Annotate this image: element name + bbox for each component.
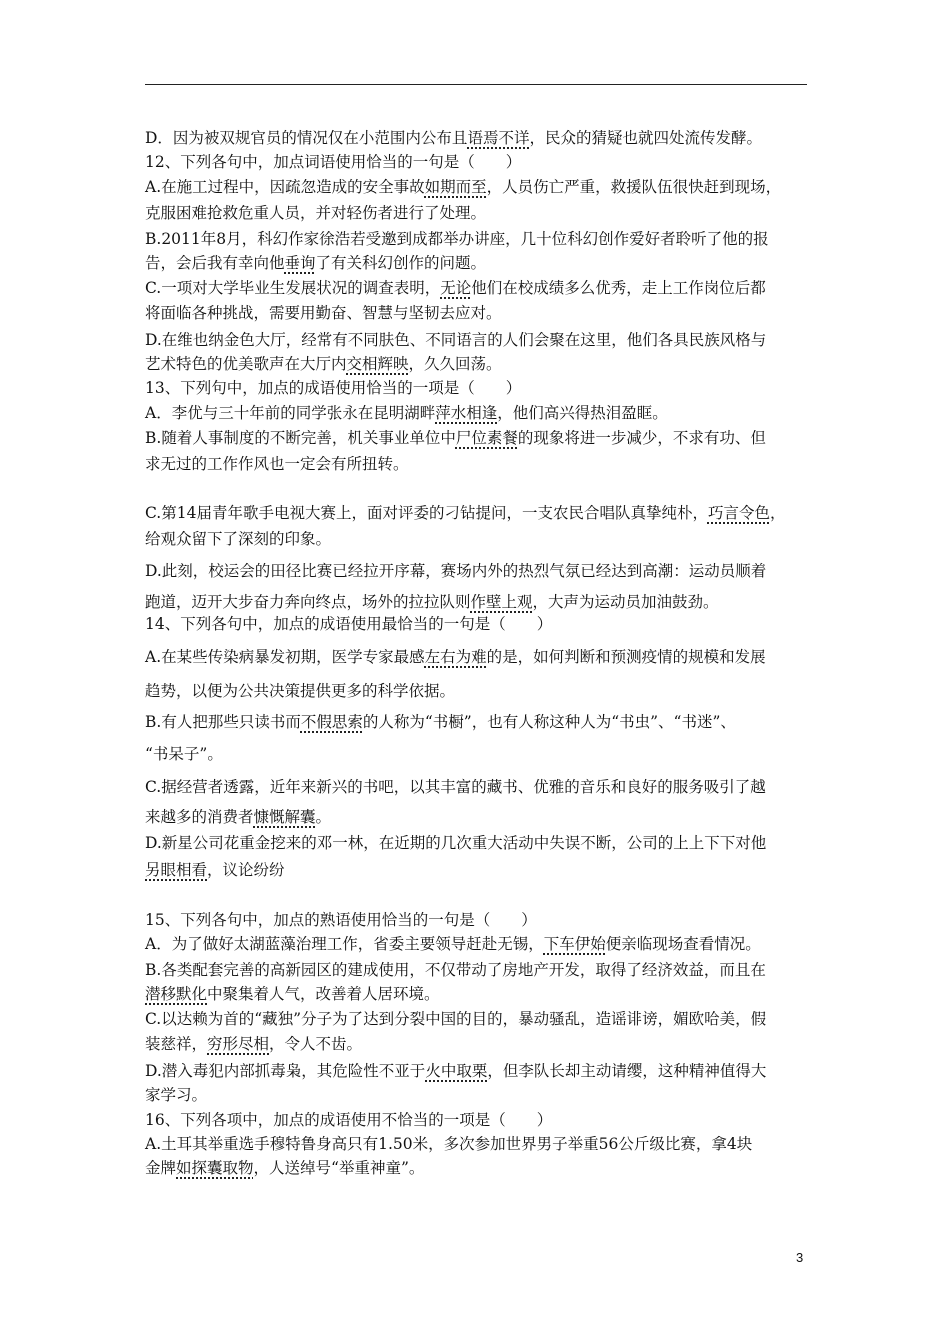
- emphasized-phrase: 潜移默化: [145, 985, 208, 1003]
- emphasized-phrase: 无论: [440, 279, 472, 297]
- text-segment: 的是，如何判断和预测疫情的规模和发展: [486, 648, 766, 666]
- header-rule: [145, 84, 807, 85]
- text-line: [145, 330, 815, 350]
- text-segment: 中聚集着人气，改善着人居环境。: [207, 985, 440, 1003]
- text-line: [145, 712, 815, 732]
- text-segment: 。: [315, 808, 332, 826]
- text-line: [145, 203, 815, 223]
- text-segment: 15、下列各句中，加点的熟语使用恰当的一句是（ ）: [145, 911, 537, 929]
- text-line: [145, 833, 815, 853]
- emphasized-phrase: 火中取栗: [425, 1062, 488, 1080]
- text-line: [145, 934, 815, 954]
- text-line: [145, 1134, 815, 1154]
- text-segment: 他们在校成绩多么优秀，走上工作岗位后都: [471, 279, 766, 297]
- emphasized-phrase: 语焉不详: [467, 129, 530, 147]
- text-segment: ，人员伤亡严重，救援队伍很快赶到现场，: [486, 178, 782, 196]
- emphasized-phrase: 不假思索: [300, 713, 363, 731]
- text-line: [145, 403, 815, 423]
- text-segment: ，大声为运动员加油鼓劲。: [532, 593, 719, 611]
- text-segment: 将面临各种挑战，需要用勤奋、智慧与坚韧去应对。: [145, 304, 502, 322]
- emphasized-phrase: 交相辉映: [346, 355, 409, 373]
- text-line: [145, 1009, 815, 1029]
- emphasized-phrase: 作壁上观: [470, 593, 533, 611]
- text-segment: B.随着人事制度的不断完善，机关事业单位中: [145, 429, 456, 447]
- text-line: [145, 354, 815, 374]
- text-segment: 装慈祥，: [145, 1035, 208, 1053]
- text-line: [145, 1158, 815, 1178]
- emphasized-phrase: 如探囊取物: [176, 1159, 254, 1177]
- text-line: [145, 529, 815, 549]
- text-line: [145, 1085, 815, 1105]
- text-segment: B.有人把那些只读书而: [145, 713, 301, 731]
- text-segment: ，人送绰号“举重神童”。: [253, 1159, 425, 1177]
- text-line: [145, 777, 815, 797]
- text-segment: ，议论纷纷: [207, 861, 285, 879]
- text-line: [145, 910, 815, 930]
- text-line: [145, 807, 815, 827]
- text-line: [145, 960, 815, 980]
- text-line: [145, 177, 815, 197]
- text-segment: ，: [769, 504, 786, 522]
- text-segment: D.新星公司花重金挖来的邓一林，在近期的几次重大活动中失误不断，公司的上上下下对他: [145, 834, 767, 852]
- text-line: [145, 128, 815, 148]
- text-line: [145, 152, 815, 172]
- text-segment: D．因为被双规官员的情况仅在小范围内公布且: [145, 129, 468, 147]
- text-segment: D.在维也纳金色大厅，经常有不同肤色、不同语言的人们会聚在这里，他们各具民族风格与: [145, 331, 767, 349]
- text-segment: 的现象将进一步减少，不求有功、但: [517, 429, 766, 447]
- text-segment: D.潜入毒犯内部抓毒枭，其危险性不亚于: [145, 1062, 426, 1080]
- text-segment: 16、下列各项中，加点的成语使用不恰当的一项是（ ）: [145, 1111, 553, 1129]
- text-line: [145, 454, 815, 474]
- text-segment: A.在施工过程中，因疏忽造成的安全事故: [145, 178, 425, 196]
- text-line: [145, 278, 815, 298]
- emphasized-phrase: 慷慨解囊: [253, 808, 316, 826]
- text-segment: C.据经营者透露，近年来新兴的书吧，以其丰富的藏书、优雅的音乐和良好的服务吸引了越: [145, 778, 766, 796]
- text-segment: 克服困难抢救危重人员，并对轻伤者进行了处理。: [145, 204, 487, 222]
- emphasized-phrase: 巧言令色: [707, 504, 770, 522]
- text-line: [145, 592, 815, 612]
- emphasized-phrase: 如期而至: [424, 178, 487, 196]
- text-segment: “书呆子”。: [145, 745, 223, 763]
- text-segment: C.以达赖为首的“藏独”分子为了达到分裂中国的目的，暴动骚乱，造谣诽谤，媚欧哈美，假: [145, 1010, 767, 1028]
- text-line: [145, 860, 815, 880]
- text-segment: A．为了做好太湖蓝藻治理工作，省委主要领导赶赴无锡，: [145, 935, 544, 953]
- text-segment: C.第14届青年歌手电视大赛上，面对评委的刁钻提问，一支农民合唱队真挚纯朴，: [145, 504, 708, 522]
- page-number: 3: [796, 1250, 804, 1265]
- emphasized-phrase: 左右为难: [424, 648, 487, 666]
- emphasized-phrase: 另眼相看: [145, 861, 208, 879]
- emphasized-phrase: 垂询: [284, 254, 316, 272]
- text-segment: ，但李队长却主动请缨，这种精神值得大: [487, 1062, 767, 1080]
- text-segment: 12、下列各句中，加点词语使用恰当的一句是（ ）: [145, 153, 522, 171]
- text-segment: B.2011年8月，科幻作家徐浩若受邀到成都举办讲座，几十位科幻创作爱好者聆听了他的报: [145, 230, 769, 248]
- text-segment: 给观众留下了深刻的印象。: [145, 530, 332, 548]
- text-segment: C.一项对大学毕业生发展状况的调查表明，: [145, 279, 441, 297]
- text-line: [145, 984, 815, 1004]
- text-segment: 13、下列句中，加点的成语使用恰当的一项是（ ）: [145, 379, 522, 397]
- text-line: [145, 428, 815, 448]
- text-segment: A.土耳其举重选手穆特鲁身高只有1.50米，多次参加世界男子举重56公斤级比赛，拿4块: [145, 1135, 753, 1153]
- text-line: [145, 253, 815, 273]
- text-segment: A.在某些传染病暴发初期，医学专家最感: [145, 648, 425, 666]
- emphasized-phrase: 下车伊始: [543, 935, 606, 953]
- text-segment: ，久久回荡。: [408, 355, 502, 373]
- text-line: [145, 681, 815, 701]
- emphasized-phrase: 穷形尽相: [207, 1035, 270, 1053]
- text-segment: 了有关科幻创作的问题。: [315, 254, 487, 272]
- text-line: [145, 647, 815, 667]
- text-segment: ，令人不齿。: [269, 1035, 363, 1053]
- text-segment: D.此刻，校运会的田径比赛已经拉开序幕，赛场内外的热烈气氛已经达到高潮：运动员顺着: [145, 562, 767, 580]
- text-line: [145, 1110, 815, 1130]
- text-segment: 告，会后我有幸向他: [145, 254, 285, 272]
- text-line: [145, 378, 815, 398]
- text-segment: 14、下列各句中，加点的成语使用最恰当的一句是（ ）: [145, 615, 553, 633]
- text-segment: B.各类配套完善的高新园区的建成使用，不仅带动了房地产开发，取得了经济效益，而且在: [145, 961, 766, 979]
- text-line: [145, 614, 815, 634]
- text-segment: 求无过的工作作风也一定会有所扭转。: [145, 455, 409, 473]
- text-line: [145, 1034, 815, 1054]
- emphasized-phrase: 尸位素餐: [455, 429, 518, 447]
- emphasized-phrase: 萍水相逢: [435, 404, 498, 422]
- text-segment: 便亲临现场查看情况。: [605, 935, 761, 953]
- text-segment: ，民众的猜疑也就四处流传发酵。: [529, 129, 762, 147]
- text-line: [145, 303, 815, 323]
- text-segment: 艺术特色的优美歌声在大厅内: [145, 355, 347, 373]
- text-line: [145, 1061, 815, 1081]
- text-segment: 来越多的消费者: [145, 808, 254, 826]
- text-segment: 金牌: [145, 1159, 177, 1177]
- text-line: [145, 744, 815, 764]
- text-segment: 的人称为“书橱”，也有人称这种人为“书虫”、“书迷”、: [362, 713, 736, 731]
- text-line: [145, 561, 815, 581]
- text-segment: A．李优与三十年前的同学张永在昆明湖畔: [145, 404, 436, 422]
- text-segment: 跑道，迈开大步奋力奔向终点，场外的拉拉队则: [145, 593, 471, 611]
- text-line: [145, 229, 815, 249]
- text-line: [145, 503, 815, 523]
- text-segment: 趋势，以便为公共决策提供更多的科学依据。: [145, 682, 456, 700]
- text-segment: ，他们高兴得热泪盈眶。: [497, 404, 668, 422]
- text-segment: 家学习。: [145, 1086, 208, 1104]
